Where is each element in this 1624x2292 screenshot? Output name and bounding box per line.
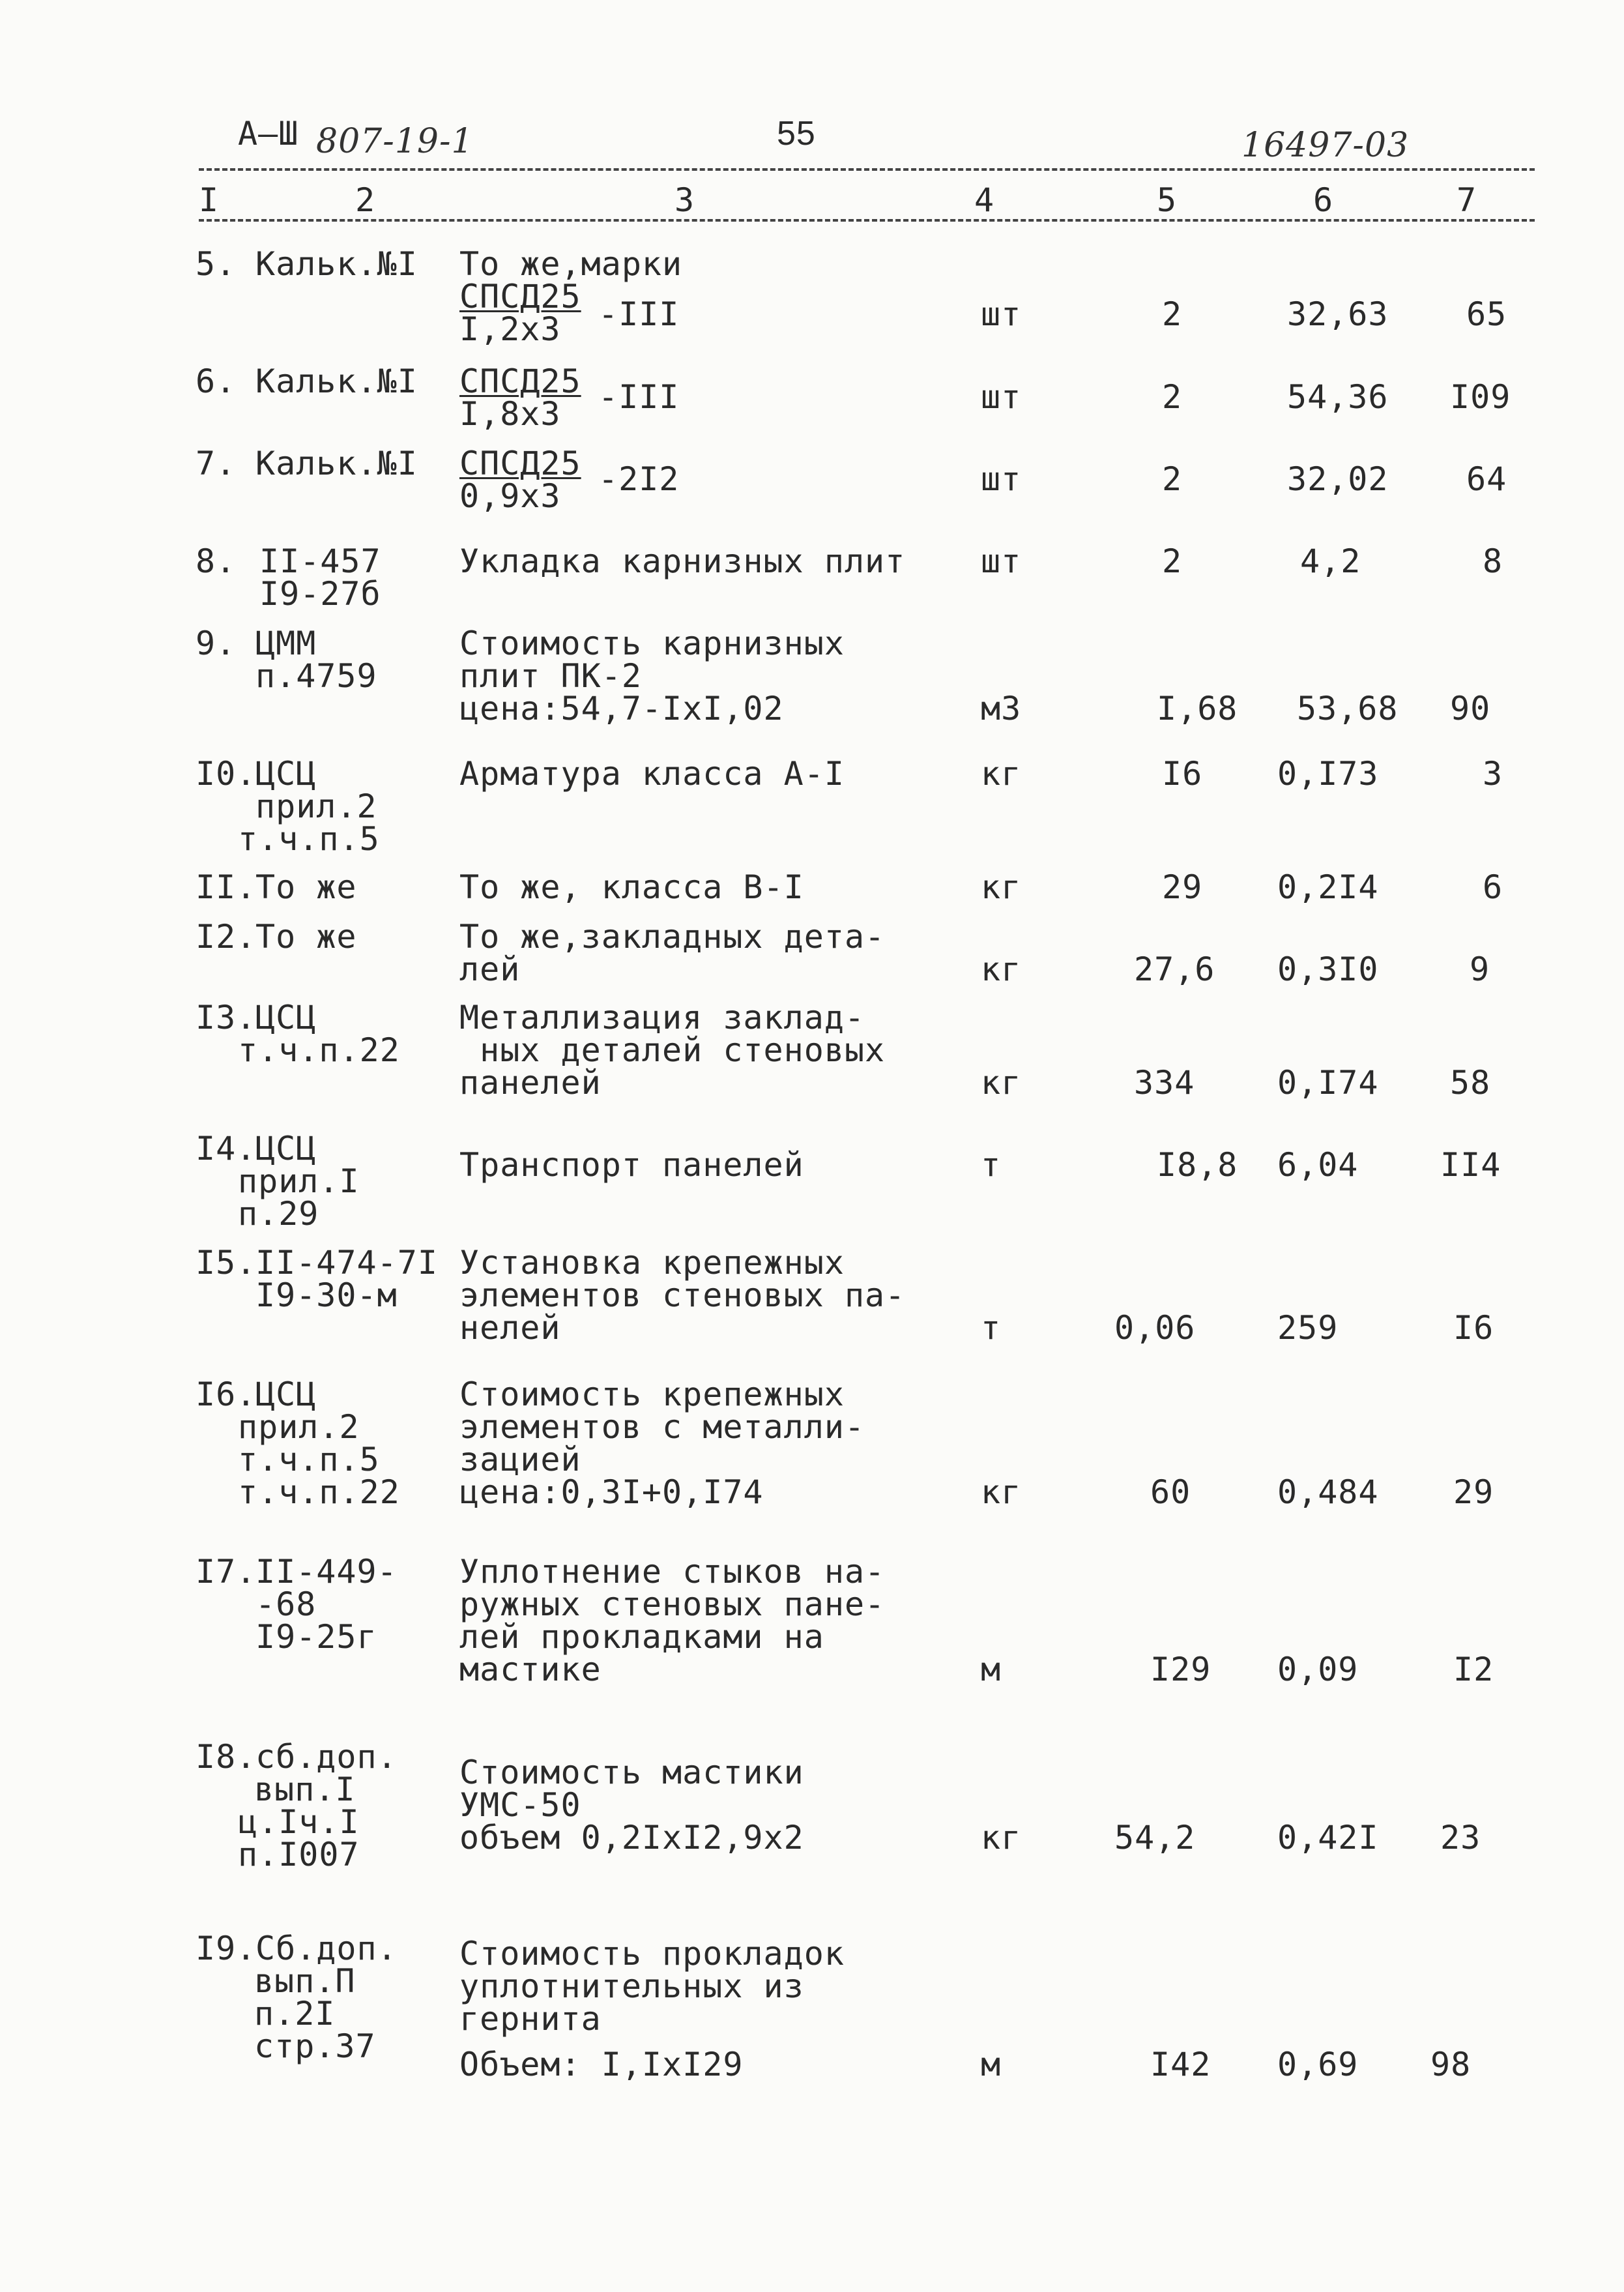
row-description: элементов стеновых па-	[459, 1276, 906, 1314]
row-total: I09	[1450, 378, 1511, 416]
row-reference: т.ч.п.22	[238, 1031, 400, 1069]
row-description: УМС-50	[459, 1786, 581, 1824]
row-quantity: I,68	[1157, 690, 1238, 727]
row-unit: м	[981, 1651, 1002, 1688]
row-number: 5.	[196, 245, 237, 283]
row-price: 0,I74	[1277, 1064, 1379, 1102]
row-reference: То же	[255, 868, 357, 906]
row-number: 8.	[196, 542, 237, 580]
row-description: Арматура класса А-I	[459, 755, 845, 793]
row-total: I2	[1453, 1651, 1494, 1688]
row-total: 98	[1430, 2046, 1472, 2083]
row-price: 0,42I	[1277, 1819, 1379, 1857]
row-reference: сб.доп.	[255, 1738, 398, 1776]
page-number: 55	[777, 115, 816, 153]
row-total: 8	[1483, 542, 1503, 580]
row-reference: I9-30-м	[255, 1276, 398, 1314]
row-description: ных деталей стеновых	[459, 1031, 886, 1069]
row-number: I4.	[196, 1130, 257, 1168]
row-quantity: I8,8	[1157, 1146, 1238, 1184]
row-unit: кг	[981, 950, 1022, 988]
row-number: I6.	[196, 1375, 257, 1413]
row-reference: I9-27б	[259, 575, 381, 613]
row-price: 6,04	[1277, 1146, 1359, 1184]
row-reference: п.I007	[238, 1836, 360, 1873]
row-unit: шт	[981, 295, 1022, 333]
row-reference: т.ч.п.5	[238, 1441, 380, 1478]
row-quantity: I42	[1150, 2046, 1211, 2083]
fraction-numerator: СПСД25	[459, 445, 581, 482]
row-reference: Сб.доп.	[255, 1930, 398, 1967]
row-price: 0,I73	[1277, 755, 1379, 793]
row-total: 65	[1466, 295, 1507, 333]
row-description: Транспорт панелей	[459, 1146, 804, 1184]
row-description: объем 0,2IхI2,9х2	[459, 1819, 804, 1857]
row-number: II.	[196, 868, 257, 906]
row-number: 6.	[196, 362, 237, 400]
row-number: I0.	[196, 755, 257, 793]
row-description: цена:0,3I+0,I74	[459, 1473, 764, 1511]
row-description: нелей	[459, 1309, 561, 1347]
row-reference: -68	[255, 1585, 317, 1623]
row-reference: п.29	[238, 1195, 319, 1233]
row-unit: шт	[981, 378, 1022, 416]
row-price: 54,36	[1287, 378, 1389, 416]
row-total: 23	[1440, 1819, 1481, 1857]
row-quantity: 334	[1134, 1064, 1195, 1102]
row-total: 29	[1453, 1473, 1494, 1511]
row-unit: т	[981, 1309, 1002, 1347]
row-reference: II-449-	[255, 1553, 398, 1591]
document-number-handwritten: 16497-03	[1241, 126, 1410, 165]
row-quantity: 54,2	[1114, 1819, 1196, 1857]
row-description: гернита	[459, 2000, 602, 2038]
row-reference: вып.I	[254, 1770, 356, 1808]
row-number: I5.	[196, 1244, 257, 1282]
header-top-rule	[199, 168, 1535, 171]
row-reference: Кальк.№I	[255, 445, 418, 482]
row-reference: т.ч.п.5	[238, 820, 380, 858]
row-reference: II-457	[259, 542, 381, 580]
row-description: Установка крепежных	[459, 1244, 845, 1282]
row-description: мастике	[459, 1651, 602, 1688]
row-total: 90	[1450, 690, 1491, 727]
row-number: I9.	[196, 1930, 257, 1967]
row-quantity: 2	[1162, 295, 1183, 333]
fraction-suffix: -2I2	[598, 460, 680, 498]
row-quantity: 2	[1162, 542, 1183, 580]
fraction-denominator: I,2х3	[459, 310, 561, 348]
row-reference: I9-25г	[255, 1618, 377, 1656]
row-total: 64	[1466, 460, 1507, 498]
row-quantity: 2	[1162, 378, 1183, 416]
series-handwritten: 807-19-1	[316, 122, 474, 161]
row-description: панелей	[459, 1064, 602, 1102]
row-unit: шт	[981, 460, 1022, 498]
column-number-2: 2	[355, 181, 376, 219]
row-reference: ЦСЦ	[255, 1130, 317, 1168]
fraction-suffix: -III	[598, 378, 680, 416]
column-number-5: 5	[1157, 181, 1178, 219]
row-description: Уплотнение стыков на-	[459, 1553, 886, 1591]
row-reference: п.2I	[254, 1995, 336, 2033]
row-unit: кг	[981, 1064, 1022, 1102]
row-price: 0,09	[1277, 1651, 1359, 1688]
row-reference: п.4759	[255, 657, 377, 695]
row-unit: т	[981, 1146, 1002, 1184]
row-quantity: 27,6	[1134, 950, 1215, 988]
row-reference: ЦСЦ	[255, 999, 317, 1036]
row-total: 6	[1483, 868, 1503, 906]
row-description: цена:54,7-IхI,02	[459, 690, 784, 727]
row-reference: прил.2	[255, 787, 377, 825]
row-reference: вып.П	[254, 1962, 356, 2000]
series-label: А—Ш	[238, 115, 299, 153]
row-total: I6	[1453, 1309, 1494, 1347]
fraction-denominator: 0,9х3	[459, 477, 561, 515]
row-description: Стоимость прокладок	[459, 1935, 845, 1973]
row-description: лей	[459, 950, 521, 988]
row-description: Стоимость крепежных	[459, 1375, 845, 1413]
row-quantity: 29	[1162, 868, 1203, 906]
row-reference: т.ч.п.22	[238, 1473, 400, 1511]
row-description: Металлизация заклад-	[459, 999, 865, 1036]
row-number: I7.	[196, 1553, 257, 1591]
row-unit: шт	[981, 542, 1022, 580]
row-reference: ЦСЦ	[255, 1375, 317, 1413]
row-reference: Кальк.№I	[255, 362, 418, 400]
row-number: I8.	[196, 1738, 257, 1776]
row-quantity: I6	[1162, 755, 1203, 793]
row-price: 0,69	[1277, 2046, 1359, 2083]
row-total: II4	[1440, 1146, 1501, 1184]
row-unit: кг	[981, 1819, 1022, 1857]
row-description: То же,закладных дета-	[459, 918, 886, 956]
row-number: I3.	[196, 999, 257, 1036]
row-reference: стр.37	[254, 2027, 376, 2065]
row-price: 259	[1277, 1309, 1339, 1347]
row-description: лей прокладками на	[459, 1618, 824, 1656]
column-number-4: 4	[974, 181, 995, 219]
row-price: 0,2I4	[1277, 868, 1379, 906]
row-price: 53,68	[1297, 690, 1399, 727]
row-number: 9.	[196, 624, 237, 662]
column-number-1: I	[199, 181, 220, 219]
row-reference: ЦСЦ	[255, 755, 317, 793]
row-price: 32,02	[1287, 460, 1389, 498]
column-number-6: 6	[1313, 181, 1334, 219]
row-quantity: 2	[1162, 460, 1183, 498]
row-description: Объем: I,IхI29	[459, 2046, 744, 2083]
row-number: I2.	[196, 918, 257, 956]
row-number: 7.	[196, 445, 237, 482]
row-reference: прил.I	[238, 1162, 360, 1200]
row-price: 4,2	[1300, 542, 1361, 580]
row-unit: м3	[981, 690, 1022, 727]
row-description: Стоимость карнизных	[459, 624, 845, 662]
row-unit: кг	[981, 1473, 1022, 1511]
row-reference: ЦММ	[255, 624, 317, 662]
row-reference: II-474-7I	[255, 1244, 438, 1282]
row-total: 3	[1483, 755, 1503, 793]
fraction-denominator: I,8х3	[459, 395, 561, 433]
row-total: 9	[1470, 950, 1490, 988]
row-quantity: 0,06	[1114, 1309, 1196, 1347]
row-price: 32,63	[1287, 295, 1389, 333]
row-description: элементов с металли-	[459, 1408, 865, 1446]
row-unit: кг	[981, 868, 1022, 906]
row-reference: То же	[255, 918, 357, 956]
row-description: ружных стеновых пане-	[459, 1585, 886, 1623]
row-description: плит ПК-2	[459, 657, 642, 695]
row-unit: м	[981, 2046, 1002, 2083]
column-number-3: 3	[674, 181, 695, 219]
row-reference: прил.2	[238, 1408, 360, 1446]
column-number-7: 7	[1457, 181, 1477, 219]
row-total: 58	[1450, 1064, 1491, 1102]
row-description: То же, класса В-I	[459, 868, 804, 906]
row-price: 0,3I0	[1277, 950, 1379, 988]
row-description: Укладка карнизных плит	[459, 542, 906, 580]
row-reference: Кальк.№I	[255, 245, 418, 283]
fraction-numerator: СПСД25	[459, 278, 581, 316]
row-reference: ц.Iч.I	[238, 1803, 360, 1841]
row-description: зацией	[459, 1441, 581, 1478]
row-quantity: 60	[1150, 1473, 1191, 1511]
row-unit: кг	[981, 755, 1022, 793]
row-quantity: I29	[1150, 1651, 1211, 1688]
header-bottom-rule	[199, 219, 1535, 222]
row-description: То же,марки	[459, 245, 683, 283]
row-description: Стоимость мастики	[459, 1754, 804, 1791]
fraction-numerator: СПСД25	[459, 362, 581, 400]
row-price: 0,484	[1277, 1473, 1379, 1511]
fraction-suffix: -III	[598, 295, 680, 333]
row-description: уплотнительных из	[459, 1967, 804, 2005]
